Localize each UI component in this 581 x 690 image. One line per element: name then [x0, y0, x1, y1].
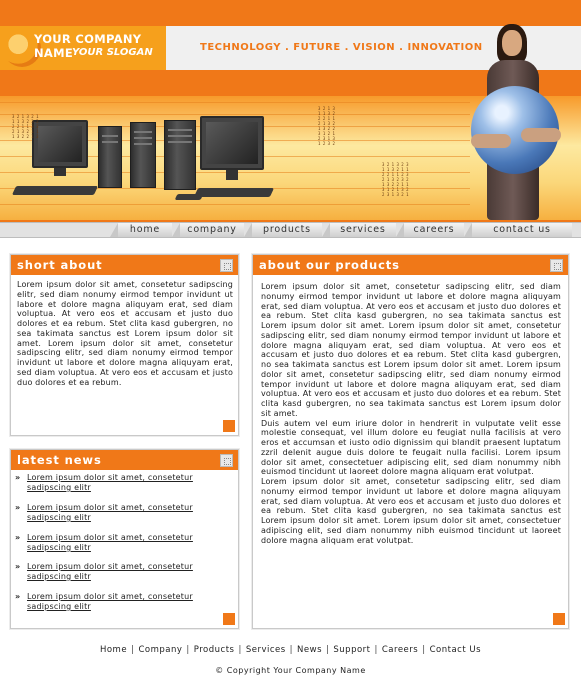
decor-line [0, 102, 470, 103]
woman-arm [471, 134, 511, 148]
about-products-panel [252, 254, 569, 629]
nav-tab-products[interactable]: products [252, 223, 322, 237]
panel-title: short about [17, 258, 103, 272]
keyboard-icon [12, 186, 98, 195]
latest-news-panel [10, 449, 239, 629]
footer-link-support[interactable]: Support [333, 645, 371, 655]
short-about-panel [10, 254, 239, 436]
more-button[interactable] [223, 420, 235, 432]
separator: | [238, 645, 242, 655]
company-slogan: YOUR SLOGAN [72, 47, 153, 58]
double-chevron-icon: » [15, 592, 21, 601]
footer-link-company[interactable]: Company [138, 645, 183, 655]
decor-digits: 3 2 1 3 2 3 1 1 3 2 1 1 2 2 1 1 2 3 2 1 3 2 3 2 1 3 2 2 1 1 3 1 2 1 3 2 2 3 1 3 2 1 [382, 162, 409, 197]
nav-tab-contact-us[interactable]: contact us [472, 223, 572, 237]
mouse-icon [175, 194, 204, 200]
tagline: TECHNOLOGY . FUTURE . VISION . INNOVATION [200, 42, 483, 53]
nav-tab-company[interactable]: company [180, 223, 244, 237]
copyright: © Copyright Your Company Name [215, 666, 366, 675]
panel-title: latest news [17, 453, 102, 467]
news-link[interactable]: Lorem ipsum dolor sit amet, consetetur sadipscing elitr [27, 562, 193, 581]
panel-header [11, 255, 238, 275]
decor-line [0, 114, 470, 115]
logo-area[interactable] [0, 26, 166, 70]
decor-line [0, 204, 470, 205]
about-products-text [261, 282, 561, 545]
news-link[interactable]: Lorem ipsum dolor sit amet, consetetur sadipscing elitr [27, 533, 193, 552]
footer-link-services[interactable]: Services [245, 645, 286, 655]
computer-tower-icon [164, 120, 196, 190]
keyboard-icon [194, 188, 274, 197]
computer-tower-icon [98, 126, 122, 188]
footer-link-home[interactable]: Home [99, 645, 128, 655]
header-banner [0, 0, 581, 222]
paragraph: Duis autem vel eum iriure dolor in hendrerit in vulputate velit esse molestie consequat, vel illum dolore eu feugiat nulla facilisis at vero eros et accumsan et iusto odio dignissim qui blandit praesent luptatum zzril delenit augue duis dolore te feugait nulla facilisi. Lorem ipsum dolor sit amet, consectetuer adipiscing elit, sed diam nonummy nibh euismod tincidunt ut laoreet dolore magna aliquam erat volutpat. [261, 418, 561, 477]
woman-arm [521, 128, 561, 142]
nav-tab-careers[interactable]: careers [404, 223, 464, 237]
news-link[interactable]: Lorem ipsum dolor sit amet, consetetur sadipscing elitr [27, 592, 193, 611]
footer-link-news[interactable]: News [297, 645, 323, 655]
monitor-stand [226, 170, 238, 180]
computer-monitor-icon [32, 120, 88, 168]
decor-digits: 3 2 1 3 1 1 3 2 2 2 1 1 2 1 3 2 1 3 2 2 3 1 2 1 2 3 1 3 1 2 3 2 [318, 106, 335, 146]
separator: | [374, 645, 378, 655]
separator: | [422, 645, 426, 655]
double-chevron-icon: » [15, 533, 21, 542]
panel-title: about our products [259, 258, 400, 272]
double-chevron-icon: » [15, 562, 21, 571]
main-nav [0, 222, 581, 238]
window-icon[interactable] [220, 454, 233, 467]
more-button[interactable] [223, 613, 235, 625]
monitor-stand [54, 168, 66, 176]
news-link[interactable]: Lorem ipsum dolor sit amet, consetetur sadipscing elitr [27, 503, 193, 522]
paragraph: Lorem ipsum dolor sit amet, consetetur sadipscing elitr, sed diam nonumy eirmod tempor invidunt ut labore et dolore magna aliquyam erat, sed diam voluptua. At vero eos et accusam et justo duo dolores et ea rebum. Stet clita kasd gubergren, no sea takimata sanctus est Lorem ipsum dolor sit amet. Lorem ipsum dolor sit amet, consectetuer adipiscing elit, sed diam nonummy nibh euismod tincidunt ut laoreet dolore magna aliquam erat volutpat. [261, 477, 561, 545]
more-button[interactable] [553, 613, 565, 625]
woman-face [502, 30, 522, 56]
computer-monitor-icon [200, 116, 264, 170]
computer-tower-icon [130, 122, 156, 188]
footer-link-contact-us[interactable]: Contact Us [429, 645, 482, 655]
window-icon[interactable] [220, 259, 233, 272]
company-name: YOUR COMPANY NAME [34, 32, 142, 60]
nav-tab-home[interactable]: home [118, 223, 172, 237]
separator: | [131, 645, 135, 655]
double-chevron-icon: » [15, 473, 21, 482]
nav-tab-services[interactable]: services [330, 223, 396, 237]
woman-with-globe-image [465, 24, 567, 220]
double-chevron-icon: » [15, 503, 21, 512]
paragraph: Lorem ipsum dolor sit amet, consetetur sadipscing elitr, sed diam nonumy eirmod tempor invidunt ut labore et dolore magna aliquyam erat, sed diam voluptua. At vero eos et accusam et justo duo dolores et ea rebum. Stet clita kasd gubergren, no sea takimata sanctus est Lorem ipsum dolor sit amet. Lorem ipsum dolor sit amet, consetetur sadipscing elitr, sed diam nonumy eirmod tempor invidunt ut labore et dolore magna aliquyam erat, sed diam voluptua. At vero eos et accusam et justo duo dolores et ea rebum. Stet clita kasd gubergren, no sea takimata sanctus est Lorem ipsum dolor sit amet. Lorem ipsum dolor sit amet, consetetur sadipscing elitr, sed diam nonumy eirmod tempor invidunt ut labore et dolore magna aliquyam erat, sed diam voluptua. At vero eos et accusam et justo duo dolores et ea rebum. Stet clita kasd gubergren, no sea takimata sanctus est Lorem ipsum dolor sit amet. [261, 282, 561, 418]
panel-header [11, 450, 238, 470]
separator: | [326, 645, 330, 655]
panel-header [253, 255, 568, 275]
footer-nav [0, 645, 581, 655]
window-icon[interactable] [550, 259, 563, 272]
separator: | [186, 645, 190, 655]
separator: | [289, 645, 294, 655]
footer-link-products[interactable]: Products [193, 645, 235, 655]
decor-digits: 3 2 1 3 2 1 1 1 3 2 3 2 2 2 1 1 3 3 2 1 3 2 1 1 1 3 2 2 1 3 [12, 114, 39, 139]
footer-link-careers[interactable]: Careers [381, 645, 419, 655]
news-link[interactable]: Lorem ipsum dolor sit amet, consetetur sadipscing elitr [27, 473, 193, 492]
short-about-text: Lorem ipsum dolor sit amet, consetetur sadipscing elitr, sed diam nonumy eirmod tempor invidunt ut labore et dolore magna aliquyam erat, sed diam voluptua. At vero eos et accusam et justo duo dolores et ea rebum. Stet clita kasd gubergren, no sea takimata sanctus est Lorem ipsum dolor sit amet. Lorem ipsum dolor sit amet, consetetur sadipscing elitr, sed diam nonumy eirmod tempor invidunt ut labore et dolore magna aliquyam erat, sed diam voluptua. At vero eos et accusam et justo duo dolores et ea rebum. [17, 280, 233, 387]
